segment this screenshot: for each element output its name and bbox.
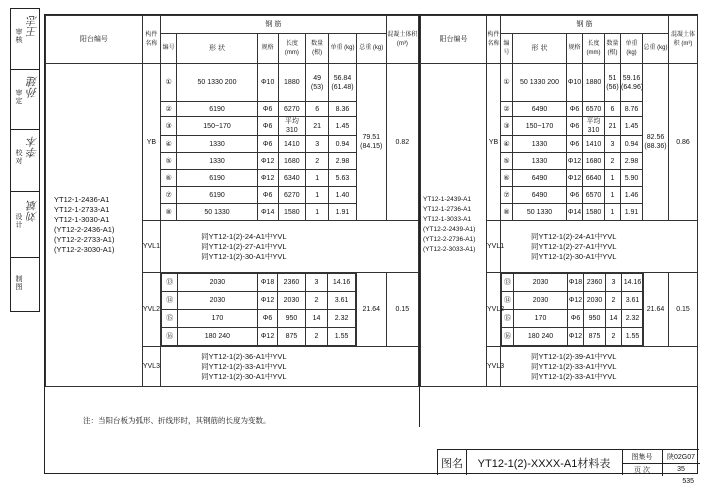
rebar-weight: 2.98 <box>329 153 357 170</box>
rebar-no: ⑧ <box>161 204 177 221</box>
rebar-length: 6340 <box>278 170 306 187</box>
yvl2-rows <box>501 273 644 346</box>
rebar-spec: Φ18 <box>568 274 584 292</box>
component-name: YB <box>142 64 160 221</box>
component-name: YVL3 <box>487 347 501 387</box>
component-name: YVL1 <box>487 221 501 273</box>
rebar-spec: Φ10 <box>567 64 583 102</box>
rebar-no: ⑤ <box>501 153 513 170</box>
rebar-no: ⑭ <box>162 292 178 310</box>
rebar-count: 1 <box>605 170 621 187</box>
col-no: 编号 <box>501 34 513 64</box>
rebar-weight: 2.32 <box>622 310 644 328</box>
concrete-volume: 0.15 <box>386 273 418 347</box>
title-block <box>437 449 699 475</box>
rebar-shape: 50 1330 200 <box>513 64 567 102</box>
col-component: 构件名称 <box>142 16 160 64</box>
total-weight: 79.51 (84.15) <box>356 64 386 221</box>
rebar-shape: 180 240 <box>514 328 568 346</box>
balcony-code: (YT12-2-3030-A1) <box>54 245 115 254</box>
rebar-weight: 1.45 <box>621 117 643 136</box>
rebar-count: 2 <box>606 328 622 346</box>
component-name: YVL2 <box>142 273 160 347</box>
rebar-no: ⑦ <box>501 187 513 204</box>
rebar-weight: 1.46 <box>621 187 643 204</box>
rebar-length: 6640 <box>583 170 605 187</box>
concrete-volume: 0.82 <box>386 64 418 221</box>
total-weight: 21.64 <box>356 273 386 347</box>
same-as-line: 同YT12-1(2)-33-A1中YVL <box>531 361 617 371</box>
rebar-length: 1880 <box>583 64 605 102</box>
rebar-weight: 3.61 <box>328 292 355 310</box>
rebar-no: ⑮ <box>162 310 178 328</box>
same-as-line: 同YT12-1(2)-30-A1中YVL <box>201 251 287 261</box>
rebar-length: 平均 310 <box>583 117 605 136</box>
rebar-spec: Φ6 <box>567 117 583 136</box>
rebar-spec: Φ6 <box>257 117 278 136</box>
same-as-line: 同YT12-1(2)-30-A1中YVL <box>201 371 287 381</box>
handwritten-signature: 孙建 <box>26 76 39 98</box>
rebar-count: 1 <box>306 170 329 187</box>
balcony-code: YT12-1-3033-A1 <box>423 216 472 223</box>
rebar-length: 2360 <box>584 274 606 292</box>
same-as-line: 同YT12-1(2)-30-A1中YVL <box>531 251 617 261</box>
rebar-shape: 6490 <box>513 102 567 117</box>
rebar-spec: Φ18 <box>257 274 278 292</box>
rebar-spec: Φ14 <box>567 204 583 221</box>
same-as-line: 同YT12-1(2)-24-A1中YVL <box>201 231 287 241</box>
rebar-shape: 50 1330 200 <box>177 64 258 102</box>
rebar-count: 21 <box>605 117 621 136</box>
page-label: 页 次 <box>622 463 663 476</box>
strip-cell-approve <box>11 69 39 129</box>
rebar-count: 1 <box>605 187 621 204</box>
balcony-code: (YT12-2-2439-A1) <box>423 226 476 233</box>
balcony-code: YT12-1-2736-A1 <box>423 206 472 213</box>
rebar-length: 875 <box>584 328 606 346</box>
balcony-code: YT12-1-3030-A1 <box>54 215 110 224</box>
col-rebar: 钢 筋 <box>161 16 387 34</box>
same-as-note <box>161 347 419 387</box>
rebar-spec: Φ6 <box>257 136 278 153</box>
rebar-count: 49 (53) <box>306 64 329 102</box>
strip-cell-review <box>11 9 39 69</box>
strip-cell-design <box>11 191 39 257</box>
rebar-shape: 2030 <box>178 292 258 310</box>
rebar-length: 6270 <box>278 187 306 204</box>
rebar-shape: 1330 <box>177 153 258 170</box>
balcony-code: (YT12-2-3033-A1) <box>423 246 476 253</box>
rebar-shape: 6190 <box>177 170 258 187</box>
yvl2-block <box>161 273 357 347</box>
rebar-shape: 170 <box>178 310 258 328</box>
rebar-weight: 1.45 <box>329 117 357 136</box>
col-length: 长度 (mm) <box>278 34 306 64</box>
rebar-no: ⑥ <box>161 170 177 187</box>
rebar-weight: 5.63 <box>329 170 357 187</box>
rebar-count: 14 <box>305 310 328 328</box>
col-concrete: 混凝土体积 (m³) <box>386 16 418 64</box>
rebar-length: 1580 <box>583 204 605 221</box>
rebar-length: 1410 <box>278 136 306 153</box>
rebar-shape: 6190 <box>177 102 258 117</box>
same-as-line: 同YT12-1(2)-39-A1中YVL <box>531 351 617 361</box>
col-shape: 形 状 <box>177 34 258 64</box>
yvl2-block <box>501 273 643 347</box>
rebar-no: ① <box>161 64 177 102</box>
rebar-shape: 1330 <box>177 136 258 153</box>
rebar-weight: 1.91 <box>329 204 357 221</box>
rebar-weight: 56.84 (61.48) <box>329 64 357 102</box>
balcony-code: YT12-1-2436-A1 <box>54 195 110 204</box>
rebar-spec: Φ6 <box>567 136 583 153</box>
rebar-shape: 150~170 <box>177 117 258 136</box>
col-spec: 规格 <box>567 34 583 64</box>
total-weight: 82.56 (88.36) <box>643 64 669 221</box>
rebar-spec: Φ6 <box>567 102 583 117</box>
rebar-shape: 50 1330 <box>513 204 567 221</box>
rebar-no: ⑮ <box>502 310 514 328</box>
rebar-count: 2 <box>606 292 622 310</box>
concrete-volume: 0.15 <box>669 273 698 347</box>
rebar-no: ② <box>161 102 177 117</box>
rebar-shape: 2030 <box>514 274 568 292</box>
rebar-count: 2 <box>305 328 328 346</box>
rebar-length: 1680 <box>583 153 605 170</box>
same-as-line: 同YT12-1(2)-33-A1中YVL <box>531 371 617 381</box>
strip-label: 设计 <box>15 214 23 229</box>
col-component: 构件名称 <box>487 16 501 64</box>
rebar-count: 1 <box>306 187 329 204</box>
balcony-code: (YT12-2-2436-A1) <box>54 225 115 234</box>
strip-label: 审核 <box>15 29 23 44</box>
rebar-length: 6570 <box>583 102 605 117</box>
atlas-no-label: 图集号 <box>622 450 663 464</box>
rebar-length: 2360 <box>278 274 305 292</box>
balcony-code: YT12-1-2733-A1 <box>54 205 110 214</box>
rebar-shape: 180 240 <box>178 328 258 346</box>
same-as-line: 同YT12-1(2)-27-A1中YVL <box>201 241 287 251</box>
rebar-no: ⑯ <box>162 328 178 346</box>
same-as-line: 同YT12-1(2)-27-A1中YVL <box>531 241 617 251</box>
rebar-spec: Φ12 <box>567 153 583 170</box>
rebar-length: 950 <box>278 310 305 328</box>
same-as-line: 同YT12-1(2)-36-A1中YVL <box>201 351 287 361</box>
rebar-count: 6 <box>605 102 621 117</box>
rebar-count: 3 <box>605 136 621 153</box>
title-label: 图名 <box>438 450 467 475</box>
rebar-spec: Φ14 <box>257 204 278 221</box>
rebar-length: 2030 <box>278 292 305 310</box>
rebar-count: 6 <box>306 102 329 117</box>
component-name: YVL3 <box>142 347 160 387</box>
rebar-spec: Φ12 <box>257 292 278 310</box>
col-no: 编号 <box>161 34 177 64</box>
rebar-count: 2 <box>605 153 621 170</box>
concrete-volume: 0.86 <box>669 64 698 221</box>
rebar-count: 2 <box>305 292 328 310</box>
handwritten-signature: 李本 <box>26 136 39 158</box>
rebar-no: ⑬ <box>162 274 178 292</box>
rebar-length: 6570 <box>583 187 605 204</box>
rebar-length: 6270 <box>278 102 306 117</box>
rebar-count: 51 (56) <box>605 64 621 102</box>
rebar-spec: Φ12 <box>568 328 584 346</box>
rebar-weight: 1.55 <box>622 328 644 346</box>
rebar-no: ⑬ <box>502 274 514 292</box>
rebar-weight: 5.90 <box>621 170 643 187</box>
col-unit-weight: 单重 (kg) <box>621 34 643 64</box>
col-length: 长度 (mm) <box>583 34 605 64</box>
strip-label: 制图 <box>15 276 23 291</box>
same-as-note <box>161 221 419 273</box>
col-total-weight: 总重 (kg) <box>643 34 669 64</box>
rebar-spec: Φ12 <box>257 153 278 170</box>
rebar-no: ④ <box>501 136 513 153</box>
page-number: 535 <box>682 478 694 485</box>
balcony-code: YT12-1-2439-A1 <box>423 196 472 203</box>
col-balcony-no: 阳台编号 <box>421 16 487 64</box>
col-concrete: 混凝土体积 (m³) <box>669 16 698 64</box>
rebar-count: 3 <box>305 274 328 292</box>
atlas-no-value: 陕02G07 <box>662 450 700 464</box>
strip-label: 审定 <box>15 90 23 105</box>
material-table-right <box>420 15 698 387</box>
component-name: YB <box>487 64 501 221</box>
balcony-codes <box>46 64 143 387</box>
strip-cell-check <box>11 129 39 191</box>
rebar-weight: 59.16 (64.96) <box>621 64 643 102</box>
rebar-shape: 170 <box>514 310 568 328</box>
col-count: 数量 (根) <box>306 34 329 64</box>
col-rebar: 钢 筋 <box>501 16 669 34</box>
rebar-length: 2030 <box>584 292 606 310</box>
col-count: 数量 (根) <box>605 34 621 64</box>
handwritten-signature: 刘斌 <box>26 200 39 222</box>
strip-label: 校对 <box>15 150 23 165</box>
rebar-length: 950 <box>584 310 606 328</box>
rebar-no: ⑤ <box>161 153 177 170</box>
rebar-length: 1410 <box>583 136 605 153</box>
rebar-spec: Φ12 <box>568 292 584 310</box>
rebar-shape: 150~170 <box>513 117 567 136</box>
rebar-count: 1 <box>605 204 621 221</box>
rebar-weight: 1.55 <box>328 328 355 346</box>
rebar-shape: 6490 <box>513 187 567 204</box>
rebar-weight: 1.91 <box>621 204 643 221</box>
component-name: YVL2 <box>487 273 501 347</box>
balcony-codes <box>421 64 487 387</box>
rebar-shape: 50 1330 <box>177 204 258 221</box>
rebar-weight: 3.61 <box>622 292 644 310</box>
col-spec: 规格 <box>257 34 278 64</box>
rebar-weight: 0.94 <box>329 136 357 153</box>
same-as-note <box>501 221 698 273</box>
footnote: 注：当阳台板为弧形、折线形时，其钢筋的长度为变数。 <box>83 416 271 425</box>
rebar-no: ③ <box>501 117 513 136</box>
rebar-spec: Φ6 <box>568 310 584 328</box>
total-weight: 21.64 <box>643 273 669 347</box>
rebar-shape: 2030 <box>178 274 258 292</box>
col-total-weight: 总重 (kg) <box>356 34 386 64</box>
rebar-shape: 6490 <box>513 170 567 187</box>
rebar-count: 21 <box>306 117 329 136</box>
signature-strip <box>10 8 40 312</box>
rebar-length: 1680 <box>278 153 306 170</box>
rebar-count: 3 <box>606 274 622 292</box>
rebar-spec: Φ6 <box>257 102 278 117</box>
rebar-weight: 14.16 <box>328 274 355 292</box>
rebar-count: 14 <box>606 310 622 328</box>
same-as-line: 同YT12-1(2)-33-A1中YVL <box>201 361 287 371</box>
rebar-length: 平均 310 <box>278 117 306 136</box>
rebar-no: ② <box>501 102 513 117</box>
rebar-length: 875 <box>278 328 305 346</box>
rebar-weight: 2.32 <box>328 310 355 328</box>
rebar-no: ⑭ <box>502 292 514 310</box>
handwritten-signature: 王志 <box>26 15 39 37</box>
rebar-shape: 2030 <box>514 292 568 310</box>
rebar-shape: 1330 <box>513 153 567 170</box>
drawing-frame <box>44 14 698 474</box>
same-as-line: 同YT12-1(2)-24-A1中YVL <box>531 231 617 241</box>
col-unit-weight: 单重 (kg) <box>329 34 357 64</box>
component-name: YVL1 <box>142 221 160 273</box>
rebar-count: 2 <box>306 153 329 170</box>
drawing-title: YT12-1(2)-XXXX-A1材料表 <box>466 450 623 475</box>
rebar-shape: 1330 <box>513 136 567 153</box>
rebar-spec: Φ6 <box>257 310 278 328</box>
rebar-count: 3 <box>306 136 329 153</box>
rebar-no: ⑯ <box>502 328 514 346</box>
col-shape: 形 状 <box>513 34 567 64</box>
rebar-no: ③ <box>161 117 177 136</box>
rebar-spec: Φ12 <box>257 170 278 187</box>
rebar-weight: 8.36 <box>329 102 357 117</box>
rebar-shape: 6190 <box>177 187 258 204</box>
rebar-spec: Φ6 <box>257 187 278 204</box>
rebar-no: ① <box>501 64 513 102</box>
rebar-spec: Φ12 <box>257 328 278 346</box>
strip-cell-draw <box>11 257 39 313</box>
rebar-spec: Φ10 <box>257 64 278 102</box>
col-balcony-no: 阳台编号 <box>46 16 143 64</box>
rebar-no: ⑥ <box>501 170 513 187</box>
rebar-weight: 8.76 <box>621 102 643 117</box>
yvl2-rows <box>161 273 356 346</box>
rebar-spec: Φ6 <box>567 187 583 204</box>
rebar-weight: 2.98 <box>621 153 643 170</box>
rebar-length: 1580 <box>278 204 306 221</box>
rebar-no: ⑧ <box>501 204 513 221</box>
rebar-weight: 0.94 <box>621 136 643 153</box>
rebar-weight: 1.40 <box>329 187 357 204</box>
rebar-no: ④ <box>161 136 177 153</box>
rebar-no: ⑦ <box>161 187 177 204</box>
page-value: 35 <box>677 466 685 473</box>
balcony-code: (YT12-2-2736-A1) <box>423 236 476 243</box>
material-table-left <box>45 15 419 387</box>
same-as-note <box>501 347 698 387</box>
rebar-spec: Φ12 <box>567 170 583 187</box>
rebar-weight: 14.16 <box>622 274 644 292</box>
rebar-length: 1880 <box>278 64 306 102</box>
rebar-count: 1 <box>306 204 329 221</box>
balcony-code: (YT12-2-2733-A1) <box>54 235 115 244</box>
